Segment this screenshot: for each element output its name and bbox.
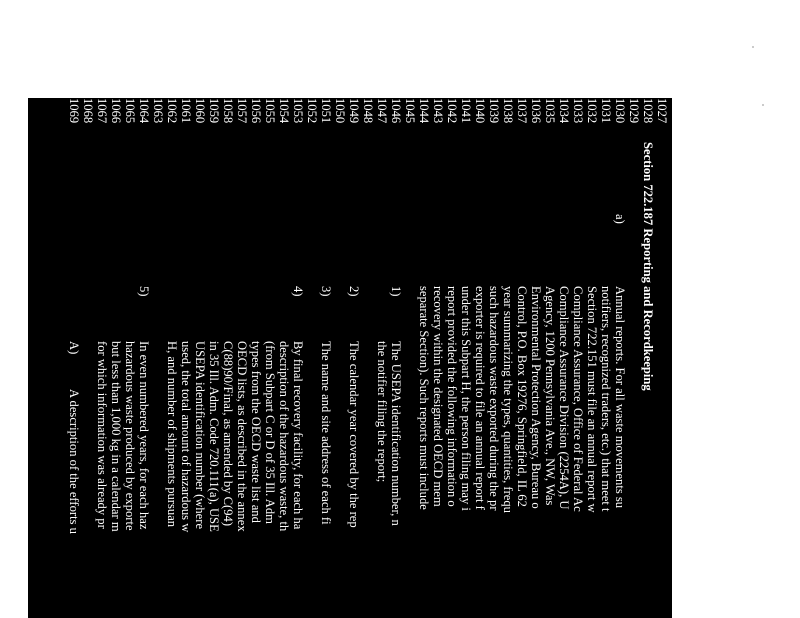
scan-speck xyxy=(752,46,754,48)
line-number-text: 1064 xyxy=(137,98,151,124)
text-span: hazardous waste produced by exporte xyxy=(123,341,137,531)
line-number-text: 1061 xyxy=(179,98,193,124)
line-number-text: 1047 xyxy=(375,98,389,124)
line-number-text: 1028 xyxy=(641,98,655,124)
text-span: Compliance Assurance, Office of Federal Ac xyxy=(571,286,585,512)
text-span: but less than 1,000 kg in a calendar m xyxy=(109,341,123,532)
line-number-text: 1056 xyxy=(249,98,263,124)
text-span: used, the total amount of hazardous w xyxy=(179,341,193,533)
line-number-text: 1041 xyxy=(459,98,473,124)
line-number-text: 1040 xyxy=(473,98,487,124)
text-span: USEPA identification number (where xyxy=(193,341,207,530)
item-4-text-line xyxy=(207,98,221,618)
line-number-text: 1049 xyxy=(347,98,361,124)
subsection-a-first-line xyxy=(613,98,627,618)
line-number-text: 1037 xyxy=(515,98,529,124)
line-number xyxy=(305,98,319,618)
line-number-text: 1031 xyxy=(599,98,613,124)
line-number-text: 1058 xyxy=(221,98,235,124)
text-span: (from Subpart C or D of 35 Ill. Adm xyxy=(263,341,277,524)
text-span: in 35 Ill. Adm. Code 720.111(a), USE xyxy=(207,341,221,532)
subsection-a-text-line xyxy=(445,98,459,618)
section-heading-line xyxy=(641,98,655,618)
text-span: C(88)90/Final, as amended by C(94) xyxy=(221,341,235,527)
line-number-text: 1062 xyxy=(165,98,179,124)
line-number-text: 1050 xyxy=(333,98,347,124)
item-3-text-line: The name and site address of each fi xyxy=(319,341,333,525)
line-number-text: 1051 xyxy=(319,98,333,124)
item-4-text-line xyxy=(263,98,277,618)
item-1-text-line: The USEPA identification number, n xyxy=(389,341,403,526)
text-span: description of the hazardous waste, th xyxy=(277,341,291,532)
item-3-label: 3) xyxy=(319,286,333,297)
text-span: recovery within the designated OECD mem xyxy=(431,286,445,507)
text-span: under this Subpart H, the person filing may i xyxy=(459,286,473,511)
line-number-text: 1032 xyxy=(585,98,599,124)
line-number-text: 1059 xyxy=(207,98,221,124)
line-number-text: 1063 xyxy=(151,98,165,124)
scan-speck xyxy=(762,104,764,106)
item-1-first-line xyxy=(389,98,403,618)
text-span: for which information was already pr xyxy=(95,341,109,529)
text-span: exporter is required to file an annual report f xyxy=(473,286,487,510)
line-number-text: 1030 xyxy=(613,98,627,124)
line-number-text: 1052 xyxy=(305,98,319,124)
line-number-text: 1044 xyxy=(417,98,431,124)
line-number-text: 1034 xyxy=(557,98,571,124)
subsection-a-label: a) xyxy=(613,214,627,224)
item-5-first-line xyxy=(137,98,151,618)
line-number-text: 1046 xyxy=(389,98,403,124)
item-4-text-line xyxy=(221,98,235,618)
line-number-text: 1033 xyxy=(571,98,585,124)
item-4-text-line xyxy=(179,98,193,618)
subsection-a-text-line xyxy=(543,98,557,618)
item-1-text-line xyxy=(375,98,389,618)
text-span: year summarizing the types, quantities, frequ xyxy=(501,286,515,513)
item-4-text-line: By final recovery facility, for each ha xyxy=(291,341,305,530)
line-number-text: 1060 xyxy=(193,98,207,124)
item-4-text-line xyxy=(165,98,179,618)
item-5-label: 5) xyxy=(137,286,151,297)
line-number-text: 1043 xyxy=(431,98,445,124)
subsection-a-text-line xyxy=(473,98,487,618)
subsection-a-text-line xyxy=(529,98,543,618)
line-number-text: 1068 xyxy=(81,98,95,124)
item-5-text-line: In even numbered years, for each haz xyxy=(137,341,151,530)
line-number xyxy=(627,98,641,618)
text-span: H, and number of shipments pursuan xyxy=(165,341,179,528)
item-4-text-line xyxy=(277,98,291,618)
item-2-text-line: The calendar year covered by the rep xyxy=(347,341,361,528)
line-number-text: 1053 xyxy=(291,98,305,124)
subsection-a-text-line: Annual reports. For all waste movements su xyxy=(613,286,627,509)
subsection-a-text-line xyxy=(515,98,529,618)
subsection-a-text-line xyxy=(431,98,445,618)
text-span: the notifier filing the report; xyxy=(375,341,389,483)
item-a-text-line: A description of the efforts u xyxy=(67,389,81,534)
line-number-text: 1042 xyxy=(445,98,459,124)
text-span: Control, P.O. Box 19276, Springfield, IL 62 xyxy=(515,286,529,507)
subsection-a-text-line xyxy=(557,98,571,618)
item-2-label: 2) xyxy=(347,286,361,297)
line-number xyxy=(81,98,95,618)
line-number-text: 1027 xyxy=(655,98,669,124)
item-5-text-line xyxy=(109,98,123,618)
line-number xyxy=(361,98,375,618)
subsection-a-text-line xyxy=(417,98,431,618)
item-4-label: 4) xyxy=(291,286,305,297)
line-number-text: 1067 xyxy=(95,98,109,124)
text-span: separate Section). Such reports must include xyxy=(417,286,431,510)
line-number-text: 1055 xyxy=(263,98,277,124)
line-number xyxy=(403,98,417,618)
line-number-text: 1066 xyxy=(109,98,123,124)
line-number-text: 1045 xyxy=(403,98,417,124)
line-number-text: 1038 xyxy=(501,98,515,124)
line-number-text: 1039 xyxy=(487,98,501,124)
item-1-label: 1) xyxy=(389,286,403,297)
item-a-label: A) xyxy=(67,341,81,355)
subsection-a-text-line xyxy=(599,98,613,618)
text-span: Environmental Protection Agency, Bureau o xyxy=(529,286,543,509)
line-number-text: 1054 xyxy=(277,98,291,124)
line-number-text: 1048 xyxy=(361,98,375,124)
subsection-a-text-line xyxy=(501,98,515,618)
line-number-text: 1029 xyxy=(627,98,641,124)
line-number xyxy=(333,98,347,618)
line-number-text: 1065 xyxy=(123,98,137,124)
item-4-text-line xyxy=(193,98,207,618)
item-4-text-line xyxy=(249,98,263,618)
text-span: types from the OECD waste list and xyxy=(249,341,263,523)
text-span: notifiers, recognized traders, etc.) that meet t xyxy=(599,286,613,512)
text-span: Agency, 1200 Pennsylvania Ave., NW, Was xyxy=(543,286,557,506)
item-4-text-line xyxy=(235,98,249,618)
line-number xyxy=(151,98,165,618)
item-2-line xyxy=(347,98,361,618)
subsection-a-text-line xyxy=(585,98,599,618)
subsection-a-text-line xyxy=(459,98,473,618)
subsection-a-text-line xyxy=(487,98,501,618)
line-number-text: 1035 xyxy=(543,98,557,124)
line-number-text: 1069 xyxy=(67,98,81,124)
text-span: such hazardous waste exported during the pr xyxy=(487,286,501,511)
scanned-document-page xyxy=(28,98,672,618)
section-heading: Section 722.187 Reporting and Recordkeeping xyxy=(641,142,655,391)
item-3-line xyxy=(319,98,333,618)
document-body xyxy=(28,98,672,618)
text-span: Compliance Assurance Division (2254A), U xyxy=(557,286,571,510)
line-number-text: 1057 xyxy=(235,98,249,124)
line-number-text: 1036 xyxy=(529,98,543,124)
item-a-line xyxy=(67,98,81,618)
text-span: Section 722.151 must file an annual report w xyxy=(585,286,599,513)
item-5-text-line xyxy=(95,98,109,618)
item-5-text-line xyxy=(123,98,137,618)
line-number xyxy=(655,98,669,618)
text-span: report provided the following information o xyxy=(445,286,459,507)
text-span: OECD lists, as described in the annex xyxy=(235,341,249,532)
item-4-first-line xyxy=(291,98,305,618)
subsection-a-text-line xyxy=(571,98,585,618)
